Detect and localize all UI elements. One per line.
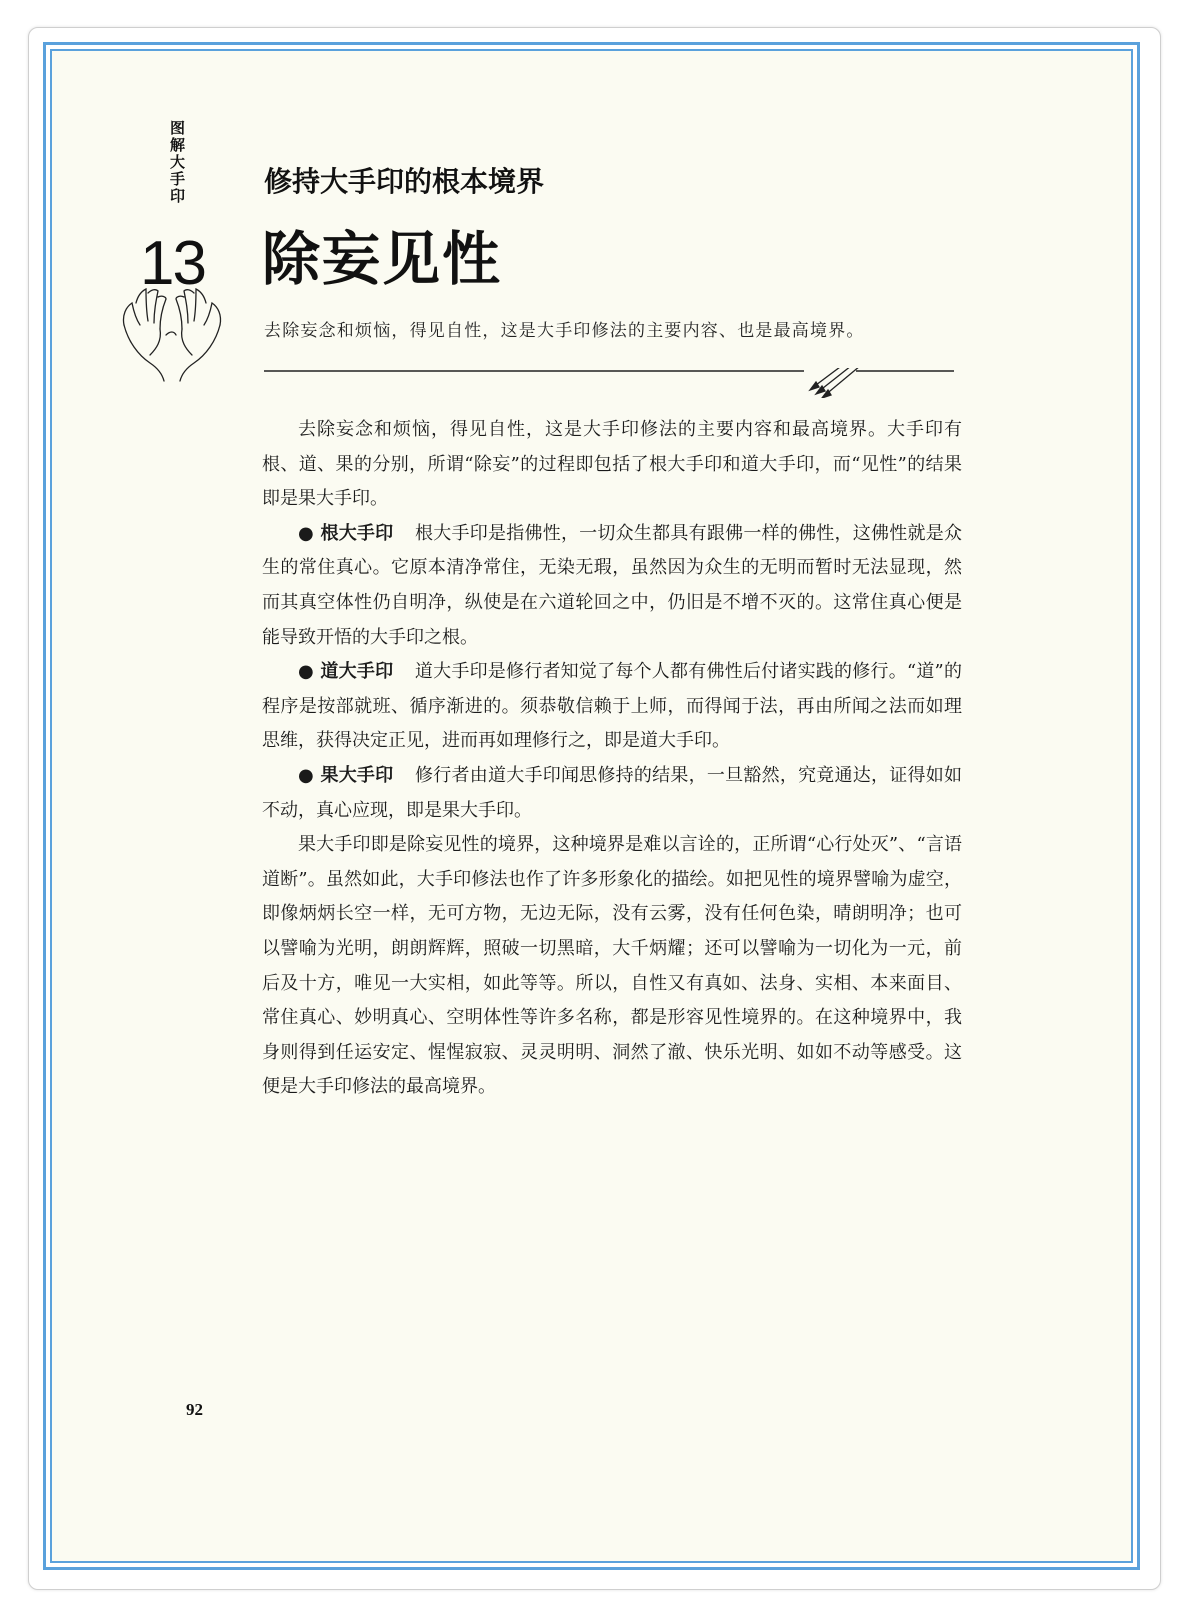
paragraph-conclusion	[262, 828, 962, 1105]
chapter-number: 13	[140, 229, 205, 298]
paragraph-text: 道大手印是修行者知觉了每个人都有佛性后付诸实践的修行。“道”的程序是按部就班、循序渐进的。须恭敬信赖于上师，而得闻于法，再由所闻之法而如理思维，获得决定正见，进而再如理修行之，即是道大手印。	[262, 661, 962, 752]
series-label: 图解大手印	[168, 120, 186, 205]
paragraph-text: 修行者由道大手印闻思修持的结果，一旦豁然，究竟通达，证得如如不动，真心应现，即是果大手印。	[262, 764, 962, 821]
paragraph-path-mahamudra	[262, 655, 962, 759]
paragraph-label: ● 道大手印	[298, 661, 394, 683]
body-text	[262, 413, 962, 1105]
paragraph-label: ● 果大手印	[298, 764, 394, 786]
chapter-title: 除妄见性	[262, 225, 503, 293]
arrow-divider	[264, 368, 954, 398]
arrows-icon	[810, 368, 860, 398]
paragraph-text: 根大手印是指佛性，一切众生都具有跟佛一样的佛性，这佛性就是众生的常住真心。它原本清净常住，无染无瑕，虽然因为众生的无明而暂时无法显现，然而其真空体性仍自明净，纵使是在六道轮回之中，仍旧是不增不灭的。这常住真心便是能导致开悟的大手印之根。	[262, 522, 962, 648]
paragraph-root-mahamudra	[262, 517, 962, 655]
chapter-subtitle: 修持大手印的根本境界	[264, 165, 545, 198]
paragraph-label: ● 根大手印	[298, 522, 394, 544]
chapter-summary: 去除妄念和烦恼，得见自性，这是大手印修法的主要内容、也是最高境界。	[264, 321, 865, 341]
paragraph-intro	[262, 413, 962, 517]
paragraph-fruit-mahamudra	[262, 759, 962, 828]
paragraph-text: 果大手印即是除妄见性的境界，这种境界是难以言诠的，正所谓“心行处灭”、“言语道断”。虽然如此，大手印修法也作了许多形象化的描绘。如把见性的境界譬喻为虚空，即像炳炳长空一样，无可方物，无边无际，没有云雾，没有任何色染，晴朗明净；也可以譬喻为光明，朗朗辉辉，照破一切黑暗，大千炳耀；还可以譬喻为一切化为一元，前后及十方，唯见一大实相，如此等等。所以，自性又有真如、法身、实相、本来面目、常住真心、妙明真心、空明体性等许多名称，都是形容见性境界的。在这种境界中，我身则得到任运安定、惺惺寂寂、灵灵明明、洞然了澈、快乐光明、如如不动等感受。这便是大手印修法的最高境界。	[262, 834, 962, 1098]
paragraph-text: 去除妄念和烦恼，得见自性，这是大手印修法的主要内容和最高境界。大手印有根、道、果的分别，所谓“除妄”的过程即包括了根大手印和道大手印，而“见性”的结果即是果大手印。	[262, 419, 962, 510]
hands-mudra-icon	[116, 285, 226, 385]
page-number: 92	[186, 1400, 203, 1419]
